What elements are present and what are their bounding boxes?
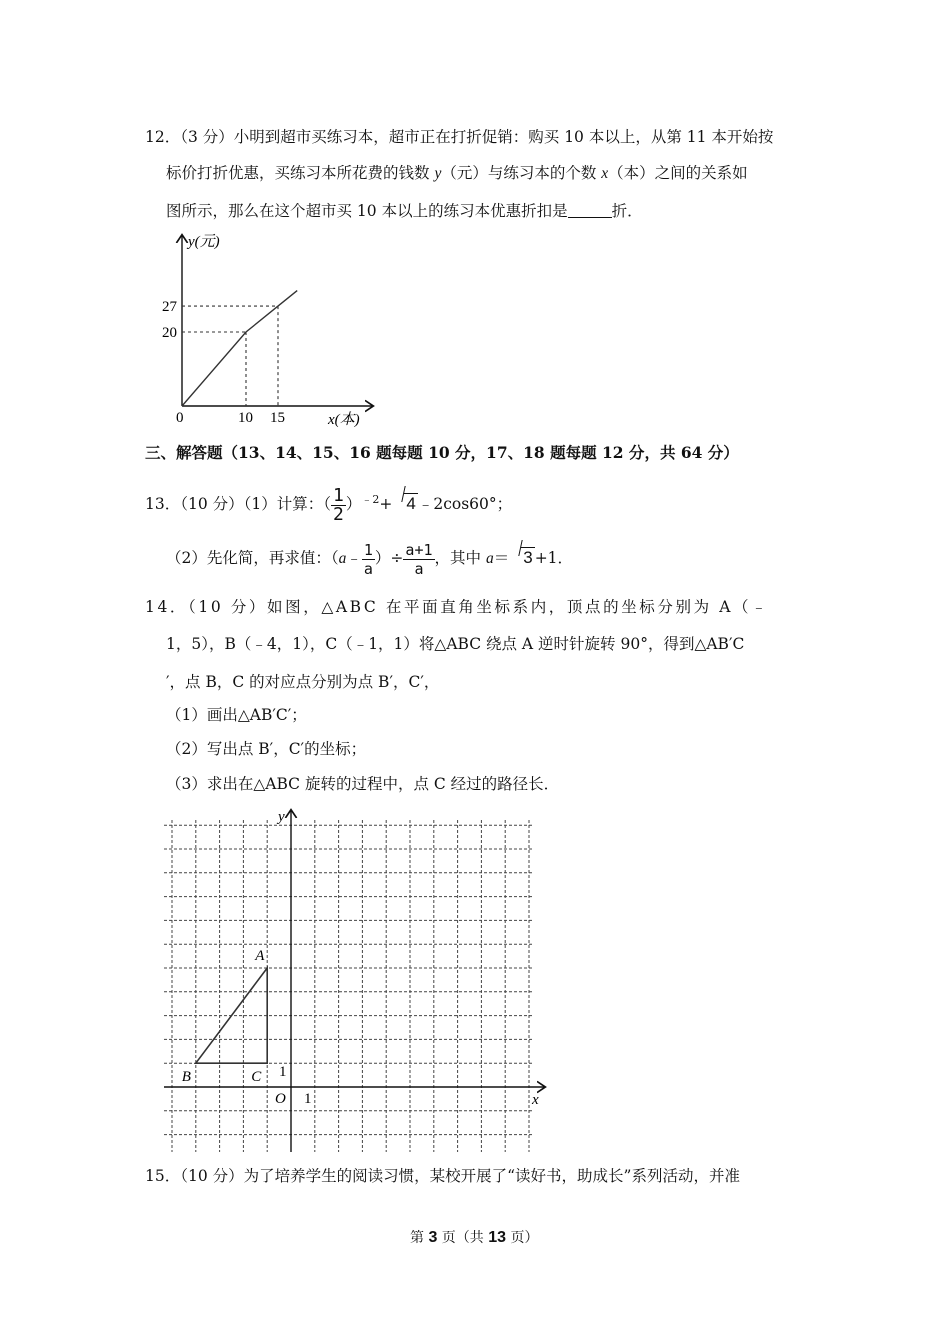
q14-line3: ′，点 B，C 的对应点分别为点 B′，C′， (166, 673, 440, 691)
frac-num: 1 (333, 484, 344, 506)
chart-x-tick-0: 0 (176, 410, 184, 426)
chart-x-tick-15: 15 (270, 410, 285, 426)
q13-part2 (166, 538, 573, 579)
q14-sub1: （1）画出△AB′C′； (166, 706, 307, 724)
q14-sub3: （3）求出在△ABC 旋转的过程中，点 C 经过的路径长． (166, 775, 560, 793)
minus-sign: ﹣ (346, 549, 362, 567)
answer-blank (568, 203, 612, 218)
grid-y-label: y (278, 809, 285, 825)
divide-sign: ）÷ (374, 549, 404, 567)
grid-x-label: x (532, 1092, 539, 1108)
q13-p1-rest: ﹣2cos60°； (417, 495, 513, 514)
chart-y-tick-20: 20 (162, 325, 177, 341)
grid-unit-x: 1 (304, 1091, 312, 1107)
var-a2: a (485, 550, 494, 567)
page-footer: 第 3 页（共 13 页） (410, 1229, 539, 1246)
section3-heading: 三、解答题（13、14、15、16 题每题 10 分，17、18 题每题 12 分，共 64 分） (145, 443, 739, 462)
q12-line2-a: 标价打折优惠，买练习本所花费的钱数 (166, 164, 435, 182)
q12-line3-b: 折． (611, 202, 643, 220)
q12-line1: 12．（3 分）小明到超市买练习本，超市正在打折促销：购买 10 本以上，从第 11 本开始按 (145, 128, 774, 146)
q13-p1-prefix: 13．（10 分）（1）计算：（ (145, 495, 331, 514)
chart-x-tick-10: 10 (238, 410, 253, 426)
q14-line1: 14．（10 分）如图，△ABC 在平面直角坐标系内，顶点的坐标分别为 A（﹣ (145, 598, 770, 616)
plus-sign: + (379, 495, 393, 514)
exponent: ﹣2 (361, 493, 380, 506)
chart-y-label: y(元) (188, 234, 220, 250)
chart-y-tick-27: 27 (162, 299, 177, 316)
var-x: x (601, 165, 609, 182)
total-pages: 13 (488, 1229, 507, 1246)
q13-p2-tail: +1． (534, 549, 574, 567)
q13-p2-prefix: （2）先化简，再求值：（ (166, 549, 339, 567)
point-c-label: C (251, 1069, 262, 1086)
frac-den: 2 (333, 503, 344, 525)
point-b-label: B (181, 1069, 191, 1086)
equals-sign: ＝ (493, 549, 510, 567)
q12-line-chart (150, 228, 380, 428)
q12-line2-b: （元）与练习本的个数 (441, 164, 602, 182)
var-a: a (338, 550, 347, 567)
q14-line2: 1，5），B（﹣4，1），C（﹣1，1）将△ABC 绕点 A 逆时针旋转 90°，得到△AB′C (166, 635, 745, 653)
sqrt-3: 3 (509, 538, 534, 578)
q12-line2 (166, 163, 748, 184)
var-y: y (434, 165, 442, 182)
sqrt-4: 4 (392, 484, 417, 524)
point-a-label: A (255, 948, 265, 964)
fraction-a1-over-a: $\frac{a+1}{a}$ (405, 540, 433, 578)
q15-line1: 15．（10 分）为了培养学生的阅读习惯，某校开展了“读好书，助成长”系列活动，并准 (145, 1167, 740, 1185)
fraction-1-over-a: $\frac{1}{a}$ (363, 540, 373, 578)
q13-p2-mid: ，其中 (434, 549, 486, 567)
chart-series-line (182, 291, 297, 406)
q13-part1: 13．（10 分）（1）计算：（ $\frac{1}{2}$ ）$^{﹣2}$+ 4 ﹣2cos60°； (145, 484, 513, 525)
q12-line3-a: 图所示，那么在这个超市买 10 本以上的练习本优惠折扣是 (166, 202, 568, 220)
q12-line3 (166, 201, 643, 221)
page-number: 3 (428, 1229, 438, 1246)
grid-origin-label: O (275, 1091, 286, 1107)
q14-sub2: （2）写出点 B′，C′的坐标； (166, 740, 367, 758)
grid-unit-y: 1 (279, 1064, 287, 1080)
fraction-half (331, 484, 346, 525)
chart-x-label: x(本) (328, 412, 360, 428)
q12-line2-c: （本）之间的关系如 (608, 164, 748, 182)
coordinate-grid (160, 808, 550, 1153)
